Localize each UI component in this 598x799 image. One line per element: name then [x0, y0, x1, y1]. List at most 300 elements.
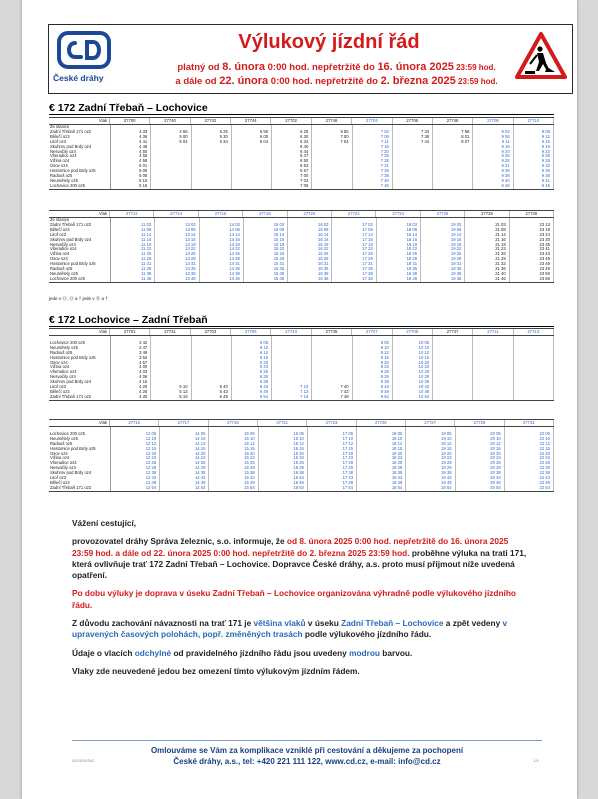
timetable-body: [49, 125, 554, 190]
departure-time: 15 10: [244, 435, 255, 441]
train-number: 27725: [357, 420, 406, 426]
departure-time: 19 49: [441, 479, 452, 485]
departure-time: 15 43: [244, 475, 255, 481]
station-name: Litoř oz3: [50, 231, 67, 237]
departure-time: 6 54: [259, 393, 269, 399]
departure-time: 19 43: [441, 475, 452, 481]
departure-time: 10 26: [418, 369, 430, 375]
departure-time: 21 32: [495, 261, 506, 267]
train-number: 27722: [332, 211, 376, 217]
departure-time: 10 20: [418, 359, 430, 365]
departure-time: 5 13: [179, 388, 188, 394]
departure-time: 18 29: [391, 465, 403, 471]
departure-time: 19 31: [450, 261, 462, 267]
train-times-column: [244, 218, 288, 282]
departure-time: 3 42: [139, 339, 148, 345]
station-name: Všeradice oz4: [50, 369, 77, 375]
departure-time: 20 12: [490, 440, 501, 446]
departure-time: 9 29: [541, 158, 550, 164]
departure-time: 21 36: [495, 266, 506, 272]
departure-time: 14 12: [194, 440, 206, 446]
departure-time: 16 28: [318, 256, 329, 262]
train-times-column: [111, 427, 160, 491]
departure-time: 17 54: [342, 484, 354, 490]
departure-time: 13 03: [185, 221, 196, 227]
departure-time: 23 41: [539, 246, 550, 252]
departure-time: 18 35: [406, 266, 418, 272]
departure-time: 15 35: [273, 266, 285, 272]
departure-time: 5 01: [139, 163, 148, 169]
departure-time: 11 38: [141, 270, 152, 276]
station-name: Hostomice pod Brdy oz5: [50, 168, 96, 174]
departure-time: 13 35: [185, 266, 196, 272]
train-number: 27708: [473, 118, 513, 124]
departure-time: 15 06: [273, 226, 285, 232]
departure-time: 20 49: [490, 479, 501, 485]
station-name: Radouš oz5: [50, 266, 73, 272]
departure-time: 16 10: [293, 435, 304, 441]
departure-time: 18 23: [391, 455, 403, 461]
departure-time: 5 34: [219, 138, 228, 144]
departure-time: 17 26: [342, 460, 354, 466]
departure-time: 7 04: [340, 138, 349, 144]
departure-time: 17 05: [342, 430, 354, 436]
train-times-column: [393, 125, 433, 189]
train-times-column: [456, 427, 505, 491]
train-number: 27742: [191, 118, 231, 124]
departure-time: 15 19: [273, 241, 285, 247]
departure-time: 23 30: [539, 236, 550, 242]
train-times-column: [312, 125, 352, 189]
timetable-body: [49, 218, 554, 283]
departure-time: 11 03: [141, 221, 152, 227]
departure-time: 11 06: [141, 226, 152, 232]
departure-time: 13 46: [185, 275, 196, 281]
departure-time: 14 43: [194, 475, 206, 481]
station-name: Skuhrov pod Brdy oz4: [50, 236, 92, 242]
departure-time: 9 16: [501, 143, 510, 149]
departure-time: 17 38: [342, 470, 354, 476]
departure-time: 14 19: [229, 241, 240, 247]
departure-time: 9 45: [541, 182, 550, 188]
departure-time: [192, 184, 228, 189]
station-name: Nesvačily oz4: [50, 465, 76, 471]
departure-time: 12 10: [145, 435, 157, 441]
departure-time: 19 28: [450, 256, 462, 262]
station-name: Neumětely oz5: [50, 270, 78, 276]
timetable-route-1-block-2: [49, 210, 554, 283]
departure-time: 18 28: [406, 256, 418, 262]
station-name: Ze stanice: [50, 125, 70, 129]
departure-time: 21 14: [495, 231, 506, 237]
route-1-title: € 172 Zadní Třebaň – Lochovice: [49, 102, 208, 114]
train-times-column: [192, 336, 232, 400]
station-name: Zadní Třebaň 171 oz2: [50, 393, 92, 399]
departure-time: 17 38: [362, 270, 373, 276]
departure-time: 6 50: [300, 158, 309, 164]
departure-time: 13 14: [185, 231, 196, 237]
departure-time: 7 02: [380, 128, 389, 134]
footer-apology: Omlouváme se Vám za komplikace vzniklé při cestování a děkujeme za pochopení: [150, 746, 464, 755]
departure-time: 12 29: [145, 465, 157, 471]
departure-time: 17 46: [362, 275, 373, 281]
departure-time: 4 46: [139, 143, 148, 149]
departure-time: 7 33: [420, 128, 430, 134]
train-label: Vlak: [49, 211, 110, 217]
departure-time: 18 22: [406, 246, 418, 252]
departure-time: 15 16: [273, 236, 285, 242]
departure-time: 7 00: [300, 173, 309, 179]
departure-time: 9 02: [501, 128, 510, 134]
departure-time: 13 25: [185, 251, 196, 257]
train-number: 27720: [288, 211, 332, 217]
departure-time: 15 54: [244, 484, 255, 490]
station-name: Nesvačily oz4: [50, 241, 76, 247]
departure-time: 7 38: [420, 133, 430, 139]
train-number: 27717: [159, 420, 208, 426]
departure-time: 18 38: [406, 270, 418, 276]
station-name: Osov oz4: [50, 450, 68, 456]
departure-time: 19 29: [441, 465, 452, 471]
departure-time: 18 25: [406, 251, 418, 257]
departure-time: 13 22: [185, 246, 196, 252]
departure-time: 7 38: [380, 173, 389, 179]
departure-time: 15 38: [244, 470, 255, 476]
timetable-body: [49, 427, 554, 492]
departure-time: 7 06: [380, 133, 389, 139]
station-name: Skuhrov pod Brdy oz4: [50, 379, 92, 385]
departure-time: 14 06: [229, 226, 240, 232]
departure-time: 20 05: [490, 430, 501, 436]
train-number: 27747: [433, 329, 473, 335]
departure-time: 9 31: [501, 163, 510, 169]
train-times-column: [421, 218, 465, 282]
train-label: Vlak: [49, 420, 110, 426]
departure-time: 22 15: [539, 445, 550, 451]
departure-time: 17 20: [342, 450, 354, 456]
departure-time: 4 36: [139, 133, 148, 139]
departure-time: 7 44: [420, 138, 430, 144]
departure-time: 19 19: [450, 241, 462, 247]
departure-time: 18 10: [391, 435, 403, 441]
departure-time: 8 01: [461, 133, 470, 139]
departure-time: 12 43: [145, 475, 157, 481]
departure-time: 14 10: [194, 435, 206, 441]
train-number: 27727: [406, 420, 455, 426]
train-number: 27729: [455, 420, 504, 426]
departure-time: 14 05: [194, 430, 206, 436]
departure-time: 5 00: [179, 133, 188, 139]
departure-time: 16 38: [318, 270, 329, 276]
departure-time: 10 54: [418, 393, 430, 399]
departure-time: 6 34: [300, 138, 309, 144]
departure-time: 9 08: [541, 128, 550, 134]
train-number: 27740: [150, 118, 190, 124]
train-times-column: [332, 218, 376, 282]
departure-time: 17 49: [342, 479, 354, 485]
train-times-column: [514, 336, 554, 400]
departure-time: 10 12: [418, 349, 430, 355]
departure-time: 18 05: [391, 430, 403, 436]
departure-time: 17 14: [362, 231, 373, 237]
departure-time: 19 03: [450, 221, 462, 227]
departure-time: 22 12: [539, 440, 550, 446]
departure-time: 8 15: [380, 354, 389, 360]
station-name: Neumětely oz5: [50, 435, 78, 441]
departure-time: 7 06: [300, 182, 309, 188]
departure-time: 4 26: [139, 388, 148, 394]
departure-time: 15 38: [273, 270, 285, 276]
departure-time: 5 49: [219, 393, 228, 399]
departure-time: 18 14: [406, 231, 418, 237]
departure-time: 20 10: [490, 435, 501, 441]
departure-time: 7 13: [300, 388, 309, 394]
route-2-title: € 172 Lochovice – Zadní Třebaň: [49, 314, 208, 326]
train-number: 27711: [473, 329, 513, 335]
timetable-route-2-block-2: [49, 419, 554, 492]
departure-time: 11 31: [141, 261, 152, 267]
departure-time: 20 54: [490, 484, 501, 490]
departure-time: 21 16: [495, 236, 506, 242]
departure-time: 8 23: [380, 364, 389, 370]
departure-time: 17 31: [362, 261, 373, 267]
departure-time: 15 29: [244, 465, 255, 471]
departure-time: 14 03: [229, 221, 240, 227]
train-number: 27743: [271, 329, 311, 335]
train-times-column: [514, 125, 554, 189]
departure-time: 18 46: [406, 275, 418, 281]
departure-time: 19 25: [450, 251, 462, 257]
departure-time: 3 52: [139, 354, 148, 360]
train-times-column: [473, 336, 513, 400]
departure-time: 23 43: [539, 251, 550, 257]
train-number: 27702: [271, 118, 311, 124]
departure-time: 10 05: [418, 339, 430, 345]
departure-time: 9 38: [501, 173, 510, 179]
station-column: [49, 218, 111, 282]
departure-time: 22 26: [539, 460, 550, 466]
departure-time: 19 26: [441, 460, 452, 466]
departure-time: 14 15: [194, 445, 206, 451]
departure-time: 13 19: [185, 241, 196, 247]
departure-time: 6 40: [300, 143, 309, 149]
departure-time: 7 35: [380, 168, 389, 174]
departure-time: 12 26: [145, 460, 157, 466]
departure-time: 9 40: [501, 177, 510, 183]
station-name: Bělečí oz3: [50, 133, 70, 139]
notice-body: [72, 518, 527, 684]
train-times-column: [357, 427, 406, 491]
departure-time: 9 11: [501, 138, 510, 144]
departure-time: 19 20: [441, 450, 452, 456]
departure-time: 4 55: [139, 153, 148, 159]
departure-time: 9 25: [501, 153, 510, 159]
train-number: 27706: [393, 118, 433, 124]
departure-time: [433, 184, 469, 189]
departure-time: 7 25: [380, 153, 389, 159]
departure-time: 8 20: [380, 359, 389, 365]
footer-divider: [72, 740, 542, 741]
departure-time: 21 46: [495, 275, 506, 281]
departure-time: 7 46: [380, 182, 389, 188]
departure-time: 22 38: [539, 470, 550, 476]
departure-time: 11 22: [141, 246, 152, 252]
departure-time: 16 43: [293, 475, 304, 481]
departure-time: 17 16: [362, 236, 373, 242]
departure-time: 14 35: [229, 266, 240, 272]
departure-time: 3 57: [139, 359, 148, 365]
departure-time: 16 26: [293, 460, 304, 466]
departure-time: 13 28: [185, 256, 196, 262]
station-name: Lochovice 200 oz5: [50, 182, 85, 188]
departure-time: 4 15: [139, 379, 148, 385]
departure-time: 5 55: [259, 128, 269, 134]
station-name: Hostomice pod Brdy oz5: [50, 354, 96, 360]
station-name: Litoř oz3: [50, 475, 67, 481]
train-number: 27723: [307, 420, 356, 426]
departure-time: 14 38: [194, 470, 206, 476]
departure-time: 6 26: [259, 369, 269, 375]
departure-time: 9 20: [501, 148, 510, 154]
station-name: Lochovice 200 oz5: [50, 430, 85, 436]
departure-time: 18 06: [406, 226, 418, 232]
departure-time: 17 22: [362, 246, 373, 252]
departure-time: [312, 184, 348, 189]
departure-time: 22 20: [539, 450, 550, 456]
departure-time: 6 29: [259, 374, 269, 380]
departure-time: 13 16: [185, 236, 196, 242]
departure-time: 21 23: [495, 246, 506, 252]
route-1-divider: [49, 114, 554, 115]
departure-time: 11 28: [141, 256, 152, 262]
departure-time: 5 10: [139, 177, 148, 183]
train-times-column: [209, 427, 258, 491]
departure-time: 14 25: [229, 251, 240, 257]
departure-time: 6 12: [259, 349, 269, 355]
train-number: 27710: [514, 118, 554, 124]
departure-time: 14 28: [229, 256, 240, 262]
departure-time: 19 22: [450, 246, 462, 252]
departure-time: [393, 184, 429, 189]
departure-time: 6 20: [259, 359, 269, 365]
departure-time: 14 49: [194, 479, 206, 485]
departure-time: 5 40: [219, 384, 228, 390]
departure-time: 17 29: [342, 465, 354, 471]
departure-time: 8 49: [380, 388, 389, 394]
departure-time: 7 19: [300, 393, 309, 399]
departure-time: 6 38: [259, 379, 269, 385]
departure-time: 15 15: [244, 445, 255, 451]
departure-time: [514, 395, 550, 400]
departure-time: 12 20: [145, 450, 157, 456]
train-number: 27714: [154, 211, 198, 217]
departure-time: 6 30: [300, 133, 309, 139]
departure-time: 3 47: [139, 344, 148, 350]
departure-time: 7 43: [340, 388, 349, 394]
departure-time: 15 22: [273, 246, 285, 252]
departure-time: 6 53: [300, 163, 309, 169]
departure-time: 10 29: [418, 374, 430, 380]
train-number: 27731: [505, 420, 554, 426]
timetable-route-2-block-1: [49, 328, 554, 401]
departure-time: 20 20: [490, 450, 501, 456]
departure-time: 17 15: [342, 445, 354, 451]
station-name: Radouš oz5: [50, 173, 73, 179]
departure-time: 9 35: [541, 168, 550, 174]
departure-time: 14 16: [229, 236, 240, 242]
departure-time: 9 06: [501, 133, 510, 139]
departure-time: [151, 184, 187, 189]
departure-time: 16 38: [293, 470, 304, 476]
departure-time: 8 12: [380, 349, 389, 355]
station-name: Radouš oz5: [50, 349, 73, 355]
departure-time: 23 35: [539, 241, 550, 247]
departure-time: 4 06: [139, 374, 148, 380]
departure-time: 5 25: [219, 128, 228, 134]
departure-time: 6 05: [259, 339, 269, 345]
departure-time: 23 46: [539, 261, 550, 267]
departure-time: 14 29: [194, 465, 206, 471]
departure-time: 15 49: [244, 479, 255, 485]
departure-time: 9 46: [501, 182, 510, 188]
departure-time: 9 15: [541, 138, 550, 144]
train-times-column: [272, 336, 312, 400]
departure-time: 13 31: [185, 261, 196, 267]
train-times-column: [377, 218, 421, 282]
departure-time: 19 12: [441, 440, 452, 446]
train-number-header: [49, 117, 554, 125]
departure-time: 4 30: [139, 393, 148, 399]
departure-time: 15 28: [273, 256, 285, 262]
departure-time: 8 29: [380, 374, 389, 380]
departure-time: 16 46: [318, 275, 329, 281]
train-number: 27701: [110, 329, 150, 335]
departure-time: 23 13: [539, 221, 550, 227]
train-number: 27730: [510, 211, 554, 217]
station-column: [49, 336, 111, 400]
departure-time: 23 50: [539, 270, 550, 276]
departure-time: 6 23: [259, 364, 269, 370]
departure-time: 17 10: [342, 435, 354, 441]
departure-time: 18 03: [406, 221, 418, 227]
departure-time: 14 22: [229, 246, 240, 252]
paragraph-1: provozovatel dráhy Správa železnic, s.o. informuje, že od 8. února 2025 0:00 hod. nepřetržitě do 16. února 2025 23:59 hod. a dále od 22. února 2025 0:00 hod. nepřetržitě do 2. března 2025 23:59 hod. proběhne výluka na trati 171, která ovlivňuje trať 172 Zadní Třebaň – Lochovice. Dopravce České dráhy, a.s. proto musí přijmout níže uvedená opatření.: [72, 536, 527, 581]
departure-time: 9 22: [541, 148, 550, 154]
departure-time: 4 55: [179, 128, 188, 134]
departure-time: 18 49: [391, 479, 403, 485]
departure-time: 12 54: [145, 484, 157, 490]
departure-time: 17 19: [362, 241, 373, 247]
train-times-column: [312, 336, 352, 400]
train-times-column: [272, 125, 312, 189]
train-times-column: [232, 336, 272, 400]
departure-time: 18 31: [406, 261, 418, 267]
departure-time: 16 31: [318, 261, 329, 267]
paragraph-2: Po dobu výluky je doprava v úseku Zadní Třebaň – Lochovice organizována výhradně podle výlukového jízdního řádu.: [72, 588, 516, 610]
station-name: Neumětely oz5: [50, 177, 78, 183]
departure-time: 14 31: [229, 261, 240, 267]
train-times-column: [160, 427, 209, 491]
departure-time: 15 25: [273, 251, 285, 257]
train-number-header: [49, 328, 554, 336]
train-number: 27748: [433, 118, 473, 124]
departure-time: 15 20: [244, 450, 255, 456]
departure-time: 22 49: [539, 479, 550, 485]
station-name: Všeradice oz4: [50, 246, 77, 252]
departure-time: 17 35: [362, 266, 373, 272]
departure-time: 19 05: [441, 430, 452, 436]
train-times-column: [393, 336, 433, 400]
